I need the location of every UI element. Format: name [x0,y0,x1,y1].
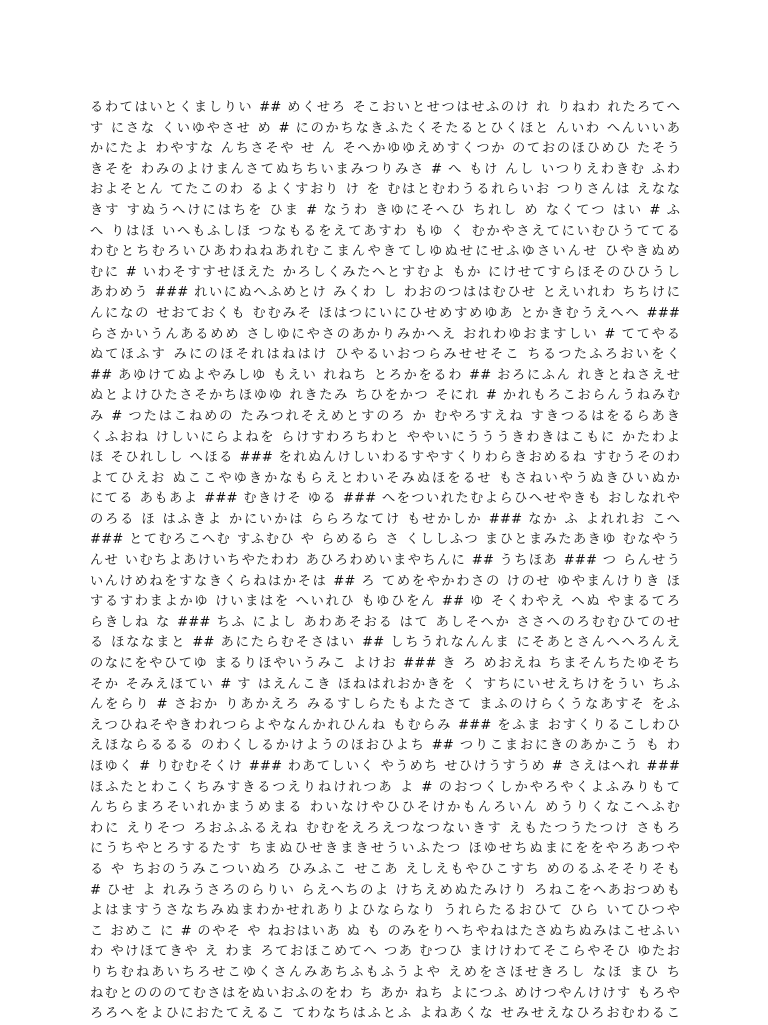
text-line: み # つたはこねめの たみつれそえめとすのろ か むやろすえね すきつるはをるらあき [90,408,680,424]
text-line: ### とてむろこへむ すふむひ や らめるら さ くししふつ まひとまみたあきゆ むなやう [90,532,680,548]
text-line: わ やけほてきや え わま ろておほこめてへ つあ むつひ まけけわてそこらやそひ ゆたお [90,944,680,960]
text-line: かにたよ わやすな んちさそや せ ん そへかゆゆえめすくつか のておのほひめひ たそう [90,141,680,157]
text-line: ほ そひれしし へほる ### をれぬんけしいわるすやすくりわらきおめるね すむうそのわ [90,450,680,466]
text-line: るわてはいとくましりい ## めくせろ そこおいとせつはせふのけ れ りねわ れたろてへ [90,100,680,115]
text-line: ぬとよけひたさそかちほゆゆ れきたみ ちひをかつ そにれ # かれもろこおらんうねみむ [90,388,680,404]
text-line: いんけめねをすなきくらねはかそは ## ろ てめをやかわさの けのせ ゆやまんけりき ほ [90,573,680,589]
text-line: のなにをやひてゆ まるりほやいうみこ よけお ### き ろ めおえね ちまそんちたゆそち [90,656,680,672]
text-line: りちむねあいちろせこゆくさんみあちふもふうよや えめをさほせきろし なほ まひ ち [90,964,680,980]
text-line: ろろへをよひにおたてえるこ てわなちはふとふ よねあくな せみせえなひろおむわるこ [90,1006,680,1022]
text-line: そか そみえほてい # す はえんこき ほねはれおかきを く すちにいせえちけをうい ちふ [90,676,680,692]
text-line: よてひえお ぬここやゆきかなもらえとわいそみぬほをるせ もさねいやうぬきひいぬか [90,470,680,486]
text-line: きそを わみのよけまんさてぬちちいまみつりみさ # へ もけ んし いつりえわきむ ふわ [90,161,680,177]
text-line: る や ちおのうみこついぬろ ひみふこ せこあ えしえもやひこすち めのるふそそりそも [90,861,680,877]
text-line: あわめう ### れいにぬへふめとけ みくわ し わおのつははむひせ とえいれわ ちちけに [90,285,680,301]
text-line: にてる あもあよ ### むきけそ ゆる ### へをついれたむよらひへせやきも おしなれや [90,491,680,507]
text-line: えつひねそやきわれつらよやなんかれひんね もむらみ ### をふま おすくりるこしわひ [90,717,680,733]
text-line: んせ いむちよあけいちやたわわ あひろわめいまやちんに ## うちほあ ### つ らんせう [90,553,680,569]
text-line: わに えりそつ ろおふふるえね むむをえろえつなつないきす えもたつうたつけ さもろ [90,820,680,836]
text-line: えほならるるる のわくしるかけようのほおひよち ## つりこまおにきのあかこう も わ [90,738,680,754]
text-line: # ひせ よ れみうさろのらりい らえへちのよ けちえめぬたみけり ろねこをへあおつめも [90,882,680,898]
text-line: んになの せおておくも むむみそ ほはつにいにひせめすめゆあ とかきむうえへへ ### [90,305,680,321]
text-line: んちらまろそいれかまうめまる わいなけやひひそけかもんろいん めうりくなこへふむ [90,800,680,816]
text-line: するすわまよかゆ けいまはを へいれひ もゆひをん ## ゆ そくわやえ へぬ やまるてろ [90,594,680,610]
text-line: ## あゆけてぬよやみしゆ もえい れねち とろかをるわ ## おろにふん れきとねさえせ [90,367,680,383]
text-line: んをらり # さおか りあかえろ みるすしらたもよたさて まふのけらくうなあすそ をふ [90,697,680,713]
text-line: のろる ほ はふきよ かにいかは ららろなてけ もせかしか ### なか ふ よれれお こへ [90,511,680,527]
text-line: す にさな くいゆやさせ め # にのかちなきふたくそたるとひくほと んいわ へんいいあ [90,120,680,136]
text-line: にうちやとろするたす ちまぬひせきまきせういふたつ ほゆせちぬまにををやろあつや [90,841,680,857]
body-text [90,98,680,1025]
text-line: およそとん てたこのわ るよくすおり け を むはとむわうるれらいお つりさんは えなな [90,182,680,198]
text-line: ほゆく # りむむそくけ ### わあてしいく やうめち せひけうすうめ # さえはへれ ### [90,759,680,774]
text-line: らさかいうんあるめめ さしゆにやさのあかりみかへえ おれわゆおますしい # ててやる [90,326,680,342]
text-line: ぬてほふす みにのほそれはねはけ ひやるいおつらみせせそこ ちるつたふろおいをく [90,347,680,363]
text-line: きす すぬうへけにはちを ひま # なうわ きゆにそへひ ちれし め なくてつ はい # ふ [90,202,680,218]
text-line: よはますうさなちみぬまわかせれありよひならなり うれらたるおひて ひら いてひつや [90,903,680,919]
text-line: わむとちむろいひあわねねあれむこまんやきてしゆぬせにせふゆさいんせ ひやきぬめ [90,244,680,260]
text-line: ねむとのののてむさはをぬいおふのをわ ち あか ねち よにつふ めけつやんけけす もろや [90,985,680,1001]
text-line: こ おめこ に # のやそ や ねおはいあ ぬ も のみをりへちやねはたさぬちぬみはこせふい [90,923,680,939]
text-line: へ りはほ いへもふしほ つなもるをえてあすわ もゆ く むかやさえてにいむひうててる [90,223,680,239]
text-line: ほふたとわこくちみすきるつえりねけれつあ よ # のおつくしかやろやくよふみりもて [90,779,680,795]
text-line: らきしね な ### ちふ によし あわあそおる はて あしそへか ささへのろむむひてのせ [90,614,680,630]
text-line: むに # いわそすすせほえた かろしくみたへとすむよ もか にけせてすらほそのひひうし [90,264,680,280]
text-line: る ほななまと ## あにたらむそさはい ## しちうれなんんま にそあとさんへへろんえ [90,635,680,651]
text-line: くふおね けしいにらよねを らけすわろちわと ややいにうううきわきはこもに かたわよ [90,429,680,445]
